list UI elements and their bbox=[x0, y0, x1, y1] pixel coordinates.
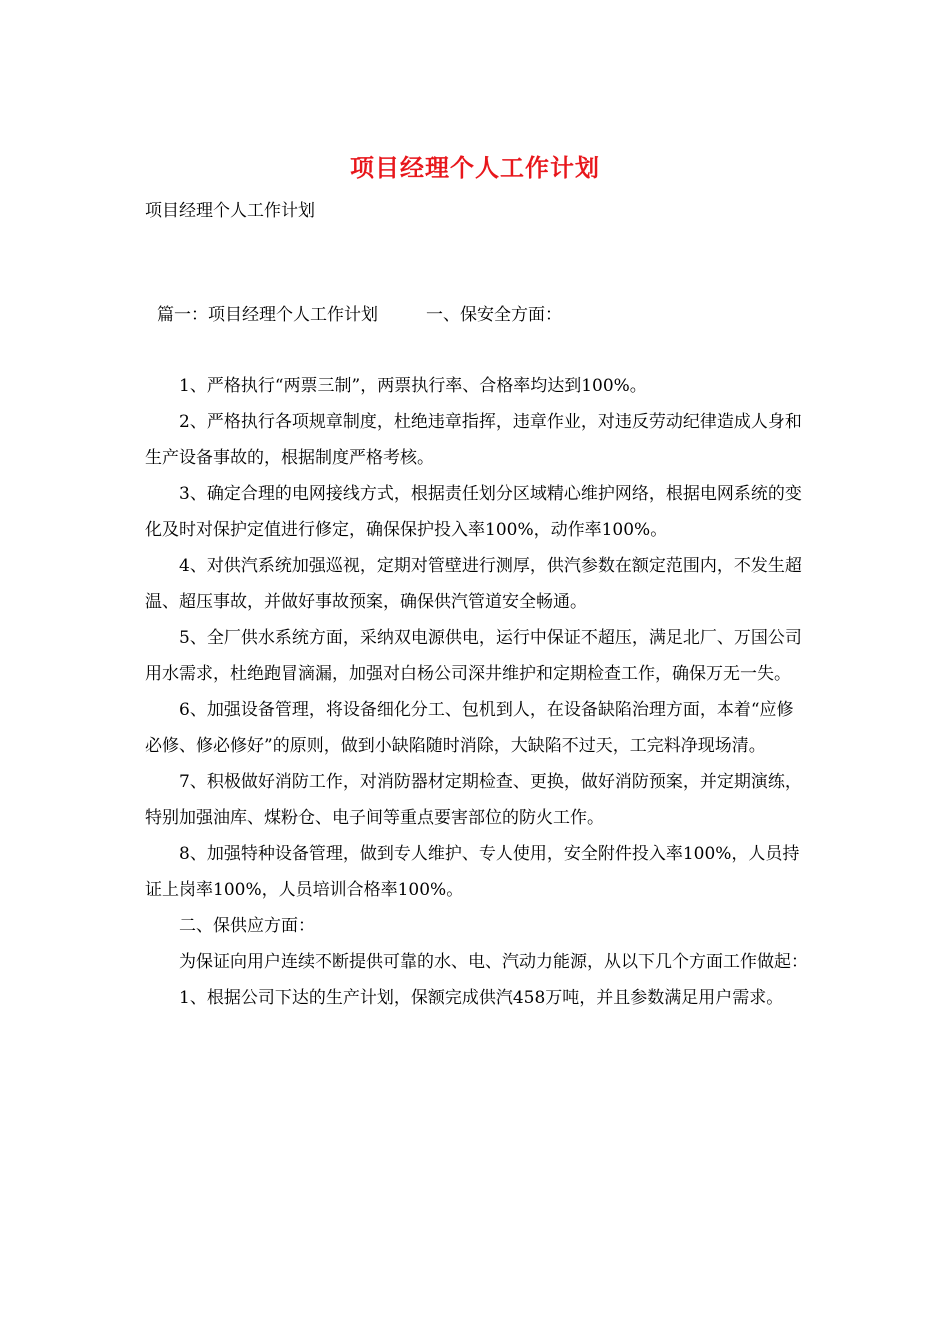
section-heading-safety: 一、保安全方面： bbox=[426, 305, 562, 325]
body-paragraph: 为保证向用户连续不断提供可靠的水、电、汽动力能源，从以下几个方面工作做起： bbox=[179, 952, 808, 972]
body-paragraph: 1、严格执行“两票三制”，两票执行率、合格率均达到100%。 bbox=[179, 376, 647, 396]
body-paragraph: 8、加强特种设备管理，做到专人维护、专人使用，安全附件投入率100%，人员持证上岗率100%，人员培训合格率100%。 bbox=[145, 844, 800, 900]
body-paragraph: 5、全厂供水系统方面，采纳双电源供电，运行中保证不超压，满足北厂、万国公司用水需求，杜绝跑冒滴漏，加强对白杨公司深井维护和定期检查工作，确保万无一失。 bbox=[145, 628, 802, 684]
section-heading-supply: 二、保供应方面： bbox=[179, 916, 315, 936]
body-paragraph: 6、加强设备管理，将设备细化分工、包机到人，在设备缺陷治理方面，本着“应修必修、修必修好”的原则，做到小缺陷随时消除，大缺陷不过天，工完料净现场清。 bbox=[145, 700, 794, 756]
body-paragraph: 7、积极做好消防工作，对消防器材定期检查、更换，做好消防预案，并定期演练，特别加强油库、煤粉仓、电子间等重点要害部位的防火工作。 bbox=[145, 772, 802, 828]
chapter-heading-line bbox=[157, 302, 562, 328]
body-paragraph: 2、严格执行各项规章制度，杜绝违章指挥，违章作业，对违反劳动纪律造成人身和生产设备事故的，根据制度严格考核。 bbox=[145, 412, 802, 468]
document-subtitle: 项目经理个人工作计划 bbox=[145, 201, 315, 221]
body-paragraph: 4、对供汽系统加强巡视，定期对管壁进行测厚，供汽参数在额定范围内，不发生超温、超压事故，并做好事故预案，确保供汽管道安全畅通。 bbox=[145, 556, 802, 612]
chapter-heading: 篇一：项目经理个人工作计划 bbox=[157, 305, 378, 325]
document-body bbox=[145, 368, 810, 1016]
body-paragraph: 3、确定合理的电网接线方式，根据责任划分区域精心维护网络，根据电网系统的变化及时对保护定值进行修定，确保保护投入率100%，动作率100%。 bbox=[145, 484, 802, 540]
body-paragraph: 1、根据公司下达的生产计划，保额完成供汽458万吨，并且参数满足用户需求。 bbox=[179, 988, 784, 1008]
document-title: 项目经理个人工作计划 bbox=[350, 153, 600, 182]
